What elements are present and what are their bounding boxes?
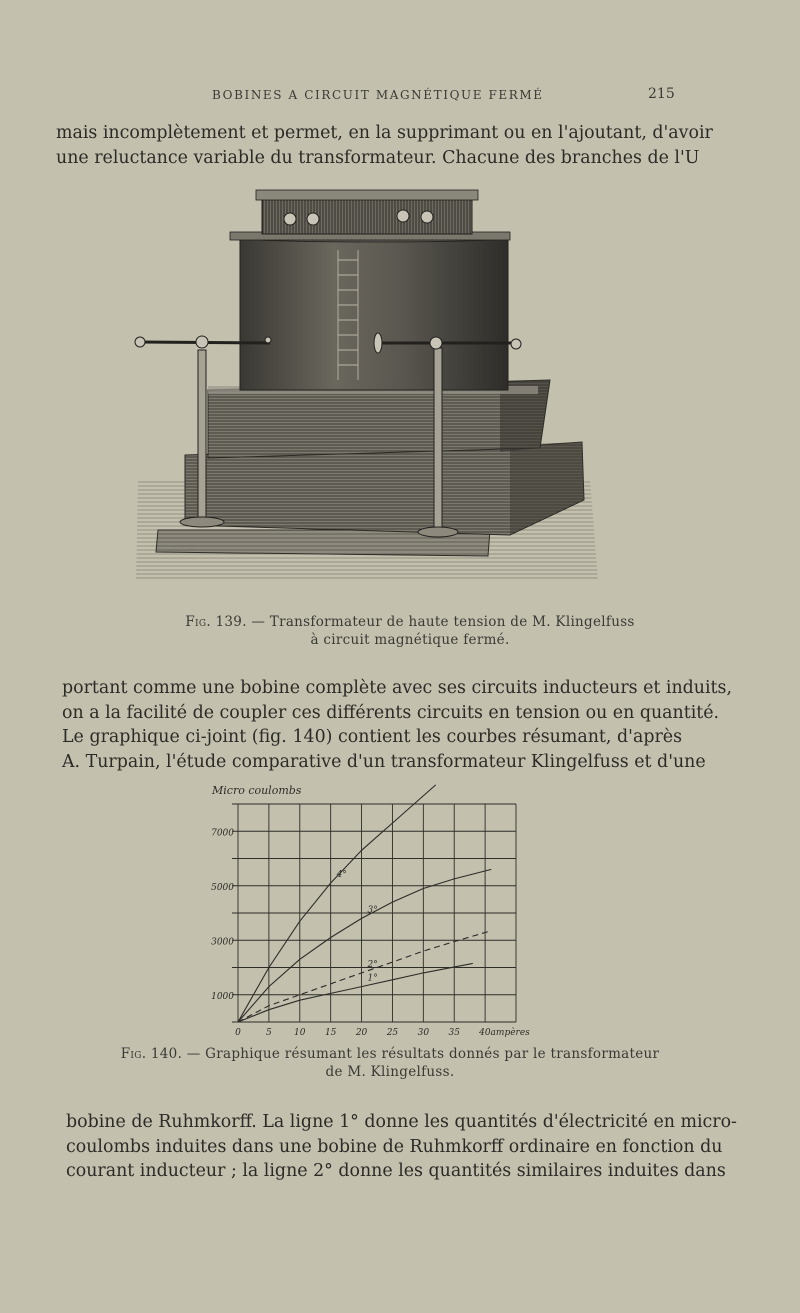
figure-139-caption	[110, 613, 710, 649]
series-label: 1°	[367, 973, 378, 984]
y-tick-label: 3000	[211, 937, 234, 948]
caption-text: de M. Klingelfuss.	[325, 1064, 455, 1080]
y-tick-label: 7000	[211, 828, 234, 839]
x-tick-label: 20	[355, 1028, 368, 1038]
x-tick-label: 10	[294, 1028, 306, 1038]
caption-text: à circuit magnétique fermé.	[310, 632, 510, 648]
x-tick-label: 35	[448, 1028, 460, 1038]
coil-cylinder	[240, 238, 508, 390]
x-tick-label: 15	[324, 1028, 337, 1038]
figure-140-chart	[190, 780, 550, 1040]
series-line-2	[238, 931, 491, 1022]
chart-series	[238, 785, 491, 1022]
x-tick-label: 5	[266, 1028, 272, 1038]
series-line-4	[238, 785, 436, 1022]
text-line: Le graphique ci-joint (fig. 140) contient les courbes résumant, d'après	[62, 727, 682, 747]
x-tick-label: 0	[235, 1028, 241, 1038]
x-tick-labels	[235, 1027, 530, 1038]
x-tick-label: 25	[386, 1028, 399, 1038]
series-label: 4°	[336, 870, 347, 881]
series-label: 2°	[367, 959, 378, 970]
figure-140-caption	[70, 1045, 710, 1081]
text-line: on a la facilité de coupler ces différents circuits en tension ou en quantité.	[62, 702, 720, 723]
text-line: une reluctance variable du transformateur. Chacune des branches de l'U	[56, 147, 700, 168]
text-line: courant inducteur ; la ligne 2° donne les quantités similaires induites dans	[66, 1161, 726, 1181]
text-line: bobine de Ruhmkorff. La ligne 1° donne les quantités d'électricité en micro-	[66, 1112, 737, 1132]
caption-label: Fig. 139.	[185, 614, 247, 630]
caption-text: — Transformateur de haute tension de M. Klingelfuss	[251, 614, 635, 630]
text-line: coulombs induites dans une bobine de Ruhmkorff ordinaire en fonction du	[66, 1136, 723, 1157]
caption-label: Fig. 140.	[120, 1046, 183, 1062]
paragraph-3	[66, 1110, 737, 1184]
page-number: 215	[648, 86, 675, 102]
running-title: BOBINES A CIRCUIT MAGNÉTIQUE FERMÉ	[212, 88, 544, 102]
text-line: A. Turpain, l'étude comparative d'un transformateur Klingelfuss et d'une	[62, 751, 706, 772]
y-tick-label: 1000	[211, 991, 234, 1002]
x-tick-label: 30	[417, 1028, 430, 1038]
series-label: 3°	[367, 905, 378, 916]
text-line: portant comme une bobine complète avec ses circuits inducteurs et induits,	[62, 678, 732, 698]
y-tick-labels	[211, 828, 234, 1002]
x-tick-label: 40ampères	[479, 1028, 530, 1038]
running-head	[0, 88, 800, 108]
text-line: mais incomplètement et permet, en la supprimant ou en l'ajoutant, d'avoir	[56, 123, 713, 143]
series-labels	[336, 870, 378, 984]
paragraph-2	[62, 676, 732, 774]
caption-text: — Graphique résumant les résultats donnés par le transformateur	[186, 1046, 660, 1062]
series-line-1	[238, 963, 473, 1022]
figure-139-engraving	[130, 180, 600, 590]
y-axis-label: Micro coulombs	[212, 784, 302, 797]
y-tick-label: 5000	[211, 882, 234, 893]
paragraph-1	[56, 121, 713, 170]
series-line-3	[238, 869, 491, 1022]
